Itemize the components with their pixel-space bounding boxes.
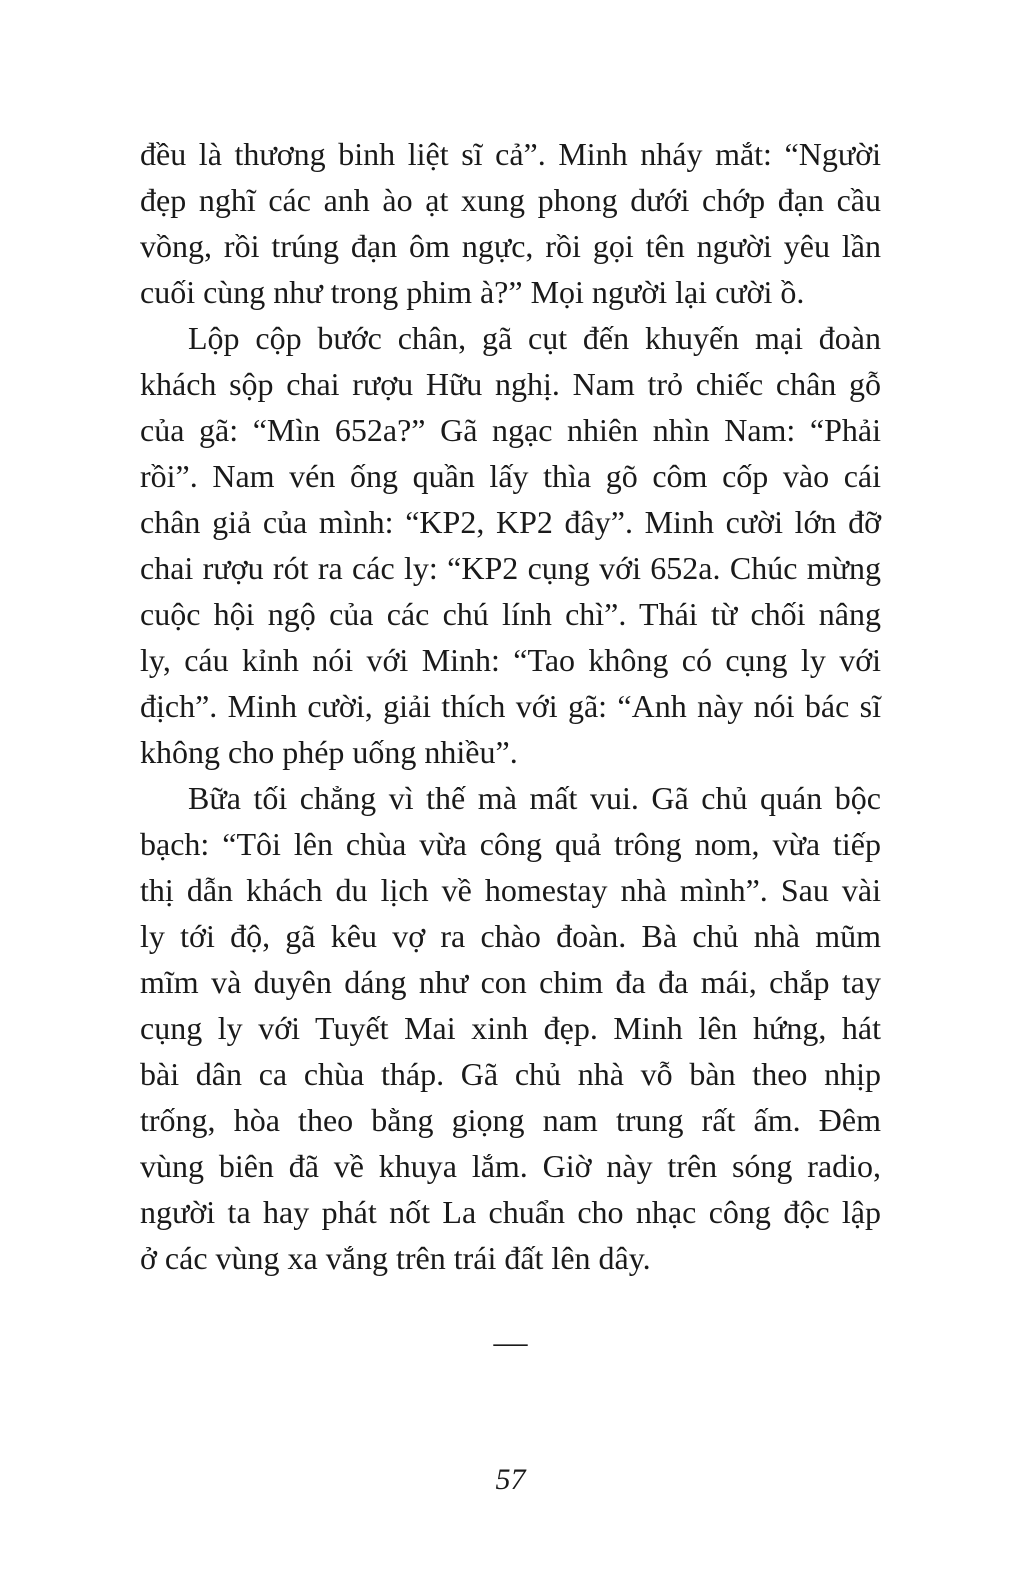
text-line: không cho phép uống nhiều”. (140, 734, 518, 770)
text-line: bài dân ca chùa tháp. Gã chủ nhà vỗ bàn theo nhịp (140, 1056, 881, 1092)
text-line: bạch: “Tôi lên chùa vừa công quả trông nom, vừa tiếp (140, 826, 881, 862)
text-line: ly, cáu kỉnh nói với Minh: “Tao không có cụng ly với (140, 642, 881, 678)
text-line: thị dẫn khách du lịch về homestay nhà mình”. Sau vài (140, 872, 881, 908)
text-line: ở các vùng xa vắng trên trái đất lên dây. (140, 1240, 651, 1276)
page-number: 57 (495, 1463, 526, 1496)
text-line: người ta hay phát nốt La chuẩn cho nhạc công độc lập (140, 1194, 881, 1230)
text-line: đều là thương binh liệt sĩ cả”. Minh nháy mắt: “Người (140, 136, 881, 172)
text-line: Bữa tối chẳng vì thế mà mất vui. Gã chủ quán bộc (188, 780, 881, 816)
text-line: rồi”. Nam vén ống quần lấy thìa gõ côm cốp vào cái (140, 458, 881, 494)
text-line: đẹp nghĩ các anh ào ạt xung phong dưới chớp đạn cầu (140, 182, 881, 218)
text-line: vùng biên đã về khuya lắm. Giờ này trên sóng radio, (140, 1148, 881, 1184)
section-divider: — (493, 1324, 528, 1361)
text-line: cụng ly với Tuyết Mai xinh đẹp. Minh lên hứng, hát (140, 1010, 881, 1046)
text-line: chai rượu rót ra các ly: “KP2 cụng với 652a. Chúc mừng (140, 550, 881, 586)
text-line: trống, hòa theo bằng giọng nam trung rất ấm. Đêm (140, 1102, 881, 1138)
text-line: Lộp cộp bước chân, gã cụt đến khuyến mại đoàn (188, 320, 881, 356)
paragraph (140, 131, 881, 315)
paragraph (140, 775, 881, 1281)
text-line: ly tới độ, gã kêu vợ ra chào đoàn. Bà chủ nhà mũm (140, 918, 881, 954)
text-line: cuối cùng như trong phim à?” Mọi người lại cười ồ. (140, 274, 805, 310)
text-line: chân giả của mình: “KP2, KP2 đây”. Minh cười lớn đỡ (140, 504, 881, 540)
paragraph (140, 315, 881, 775)
text-line: mĩm và duyên dáng như con chim đa đa mái, chắp tay (140, 964, 881, 1000)
text-line: vồng, rồi trúng đạn ôm ngực, rồi gọi tên người yêu lần (140, 228, 881, 264)
text-line: khách sộp chai rượu Hữu nghị. Nam trỏ chiếc chân gỗ (140, 366, 881, 402)
text-line: của gã: “Mìn 652a?” Gã ngạc nhiên nhìn Nam: “Phải (140, 412, 881, 448)
text-line: cuộc hội ngộ của các chú lính chì”. Thái từ chối nâng (140, 596, 881, 632)
text-line: địch”. Minh cười, giải thích với gã: “Anh này nói bác sĩ (140, 688, 881, 724)
body-text-block (140, 131, 881, 1281)
